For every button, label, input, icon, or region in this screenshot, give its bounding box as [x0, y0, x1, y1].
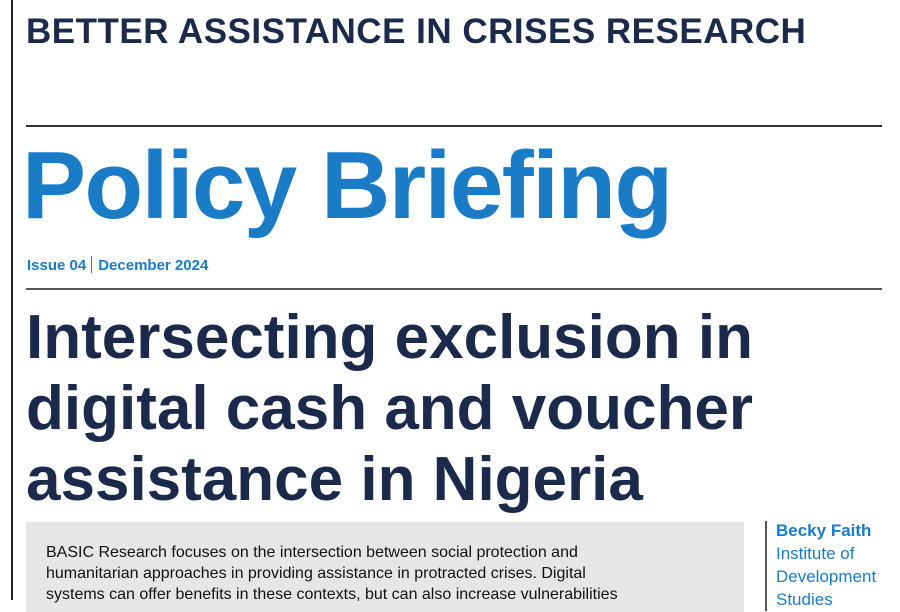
headline-divider [26, 288, 882, 290]
author-affiliation-line: Institute of [776, 544, 855, 563]
headline-line: assistance in Nigeria [26, 445, 643, 514]
summary-line: systems can offer benefits in these contexts, but can also increase vulnerabilities [46, 586, 618, 603]
top-divider [26, 125, 882, 127]
publication-type-title: Policy Briefing [22, 132, 672, 239]
summary-text [46, 542, 726, 605]
article-headline [26, 302, 886, 515]
author-name: Becky Faith [776, 521, 872, 540]
issue-separator [91, 256, 92, 273]
headline-line: Intersecting exclusion in [26, 303, 753, 372]
left-margin-rule [11, 0, 13, 600]
issue-number: Issue 04 [27, 257, 87, 274]
summary-line: humanitarian approaches in providing assistance in protracted crises. Digital [46, 565, 586, 582]
summary-line: BASIC Research focuses on the intersection between social protection and [46, 544, 578, 561]
author-affiliation-line: Studies [776, 590, 833, 609]
headline-line: digital cash and voucher [26, 374, 753, 443]
series-title: BETTER ASSISTANCE IN CRISES RESEARCH [26, 12, 807, 51]
issue-info [27, 256, 208, 274]
issue-date: December 2024 [98, 257, 209, 274]
author-block [776, 519, 900, 611]
summary-box [26, 522, 744, 612]
author-affiliation-line: Development [776, 567, 877, 586]
author-divider [765, 521, 767, 611]
